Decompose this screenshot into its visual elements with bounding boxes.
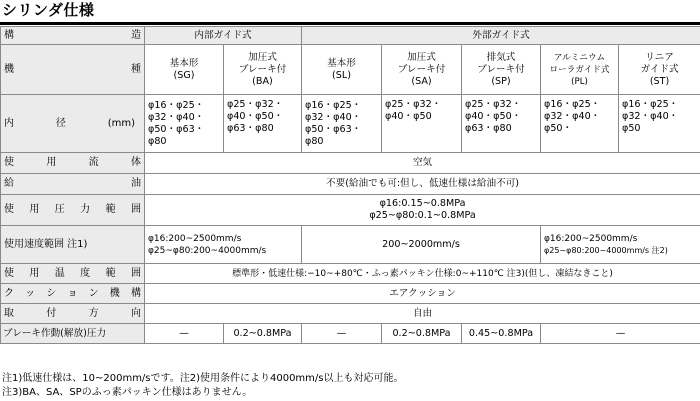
model-sl-line2: (SL) [332,69,351,81]
label-char: ン [88,287,99,299]
brake-sg: — [145,324,224,344]
model-st-line1: リニア [645,51,674,63]
speed-line: φ16:200~2500mm/s [148,233,242,244]
bore-st [619,95,700,153]
bore-line: φ25・φ32・ [385,99,442,110]
model-pl [541,45,619,95]
mounting-label [1,304,145,324]
label-char: 構 [130,287,141,299]
pressure-label [1,195,145,226]
bore-line: φ16・φ25・ [305,99,362,111]
bore-pl [541,95,619,153]
model-sg-line1: 基本形 [169,57,199,69]
cushion-value: エアクッション [145,284,700,304]
model-sa-line1: 加圧式 [407,51,436,63]
model-pl-line3: (PL) [571,76,588,87]
structure-label [1,27,145,45]
label-char: 用 [46,157,57,168]
bore-line: φ32・φ40・ [148,111,205,123]
bore-line: φ25・φ32・ [465,99,522,110]
model-ba-line3: (BA) [252,75,273,87]
mounting-value: 自由 [145,304,700,324]
bore-line: φ25・φ32・ [227,99,284,110]
bore-line: φ63・φ80 [227,123,274,134]
bore-line: φ63・φ80 [465,123,512,134]
footnotes [2,372,404,399]
label-char: 付 [46,307,57,319]
fluid-label [1,153,145,174]
label-char: 流 [88,157,99,168]
structure-label-char: 造 [131,29,141,41]
bore-sa [382,95,462,153]
bore-label-part: 内 [4,117,14,129]
fluid-value: 空気 [145,153,700,174]
bore-line: φ50・φ63・ [305,123,362,135]
group-internal-guide: 内部ガイド式 [145,27,302,45]
temperature-value: 標準形・低速仕様:−10~+80℃・ふっ素パッキン仕様:0~+110℃ 注3)(但し、凍結なきこと) [145,264,700,284]
label-char: シ [46,287,57,299]
structure-label-text [4,30,141,42]
model-st-line3: (ST) [649,75,670,87]
brake-pl-st: — [541,324,700,344]
brake-sl: — [302,324,382,344]
label-char: 用 [29,267,40,279]
speed-line: φ25~φ80:200~4000mm/s 注2) [544,245,668,255]
bore-line: φ80 [148,135,167,147]
lubrication-label [1,174,145,195]
model-ba [224,45,302,95]
speed-label: 使用速度範囲 注1) [1,226,145,264]
brake-sa: 0.2~0.8MPa [382,324,462,344]
bore-line: φ40・φ50・ [465,111,522,122]
label-char: 囲 [130,204,141,215]
label-char: 囲 [130,267,141,279]
label-char: 温 [54,267,65,279]
speed-right [541,226,700,264]
speed-middle: 200~2000mm/s [302,226,541,264]
brake-ba: 0.2~0.8MPa [224,324,302,344]
bore-line: φ16・φ25・ [622,99,679,110]
cylinder-spec-table [0,26,700,344]
bore-line: φ32・φ40・ [305,111,362,123]
model-ba-line2: ブレーキ付 [238,63,287,75]
label-char: 力 [80,204,91,215]
bore-line: φ32・φ40・ [622,111,679,122]
pressure-line: φ25~φ80:0.1~0.8MPa [369,210,476,221]
lubrication-value: 不要(給油でも可:但し、低速仕様は給油不可) [145,174,700,195]
model-st-line2: ガイド式 [640,63,679,75]
bore-line: φ16・φ25・ [148,99,205,111]
label-char: 取 [4,307,14,319]
bore-line: φ40・φ50・ [227,111,284,122]
speed-internal [145,226,302,264]
pressure-value [145,195,700,226]
model-sl [302,45,382,95]
label-char: ッ [25,287,36,299]
label-char: 範 [105,267,116,279]
bore-line: φ50・ [544,123,573,134]
bore-label [1,95,145,153]
label-char: 用 [29,204,40,215]
model-sp-line3: (SP) [491,75,511,87]
speed-line: φ25~φ80:200~4000mm/s [148,245,267,256]
bore-line: φ50 [622,123,641,134]
model-ba-line1: 加圧式 [248,51,277,63]
model-label-char: 種 [131,63,141,75]
model-pl-line2: ローラガイド式 [549,64,610,75]
bore-sp [462,95,541,153]
label-char: 方 [88,307,99,319]
bore-line: φ80 [305,135,324,147]
page-title: シリンダ仕様 [2,1,95,19]
label-char: 度 [80,267,91,279]
model-sl-line1: 基本形 [327,57,356,69]
model-sa [382,45,462,95]
footnote-line: 注1)低速仕様は、10~200mm/sです。注2)使用条件により4000mm/s以上も対応可能。 [2,373,404,384]
label-char: 使 [4,204,14,215]
bore-label-part: (mm) [107,117,135,129]
label-char: 機 [109,287,120,299]
label-char: 使 [4,157,14,168]
temperature-label [1,264,145,284]
bore-line: φ16・φ25・ [544,99,601,110]
speed-line: φ16:200~2500mm/s [544,233,638,244]
bore-ba [224,95,302,153]
footnote-line: 注3)BA、SA、SPのふっ素パッキン仕様はありません。 [2,386,253,398]
model-sa-line3: (SA) [411,75,432,87]
group-external-guide: 外部ガイド式 [302,27,700,45]
model-sa-line2: ブレーキ付 [397,63,446,75]
label-char: 使 [4,267,14,279]
title-rule [0,22,700,25]
model-sp-line1: 排気式 [486,51,516,63]
bore-sg [145,95,224,153]
model-pl-line1: アルミニウム [553,52,606,63]
model-sg [145,45,224,95]
brake-label: ブレーキ作動(解放)圧力 [1,324,145,344]
brake-sp: 0.45~0.8MPa [462,324,541,344]
bore-line: φ40・φ50 [385,111,432,122]
label-char: 範 [105,204,116,215]
model-sg-line2: (SG) [173,69,195,81]
structure-label-char: 構 [4,29,14,41]
model-sp-line2: ブレーキ付 [477,63,525,75]
label-char: ク [4,287,14,299]
cushion-label [1,284,145,304]
label-char: 向 [130,307,141,319]
model-label-char: 機 [4,63,14,75]
model-sp [462,45,541,95]
bore-line: φ32・φ40・ [544,111,601,122]
bore-sl [302,95,382,153]
label-char: 体 [130,157,141,168]
label-char: 圧 [54,204,65,215]
label-char: 油 [131,178,141,189]
bore-label-part: 径 [55,117,66,129]
bore-line: φ50・φ63・ [148,123,205,135]
model-st [619,45,700,95]
model-label [1,45,145,95]
pressure-line: φ16:0.15~0.8MPa [379,198,466,209]
label-char: ョ [67,287,78,299]
label-char: 給 [4,178,14,189]
